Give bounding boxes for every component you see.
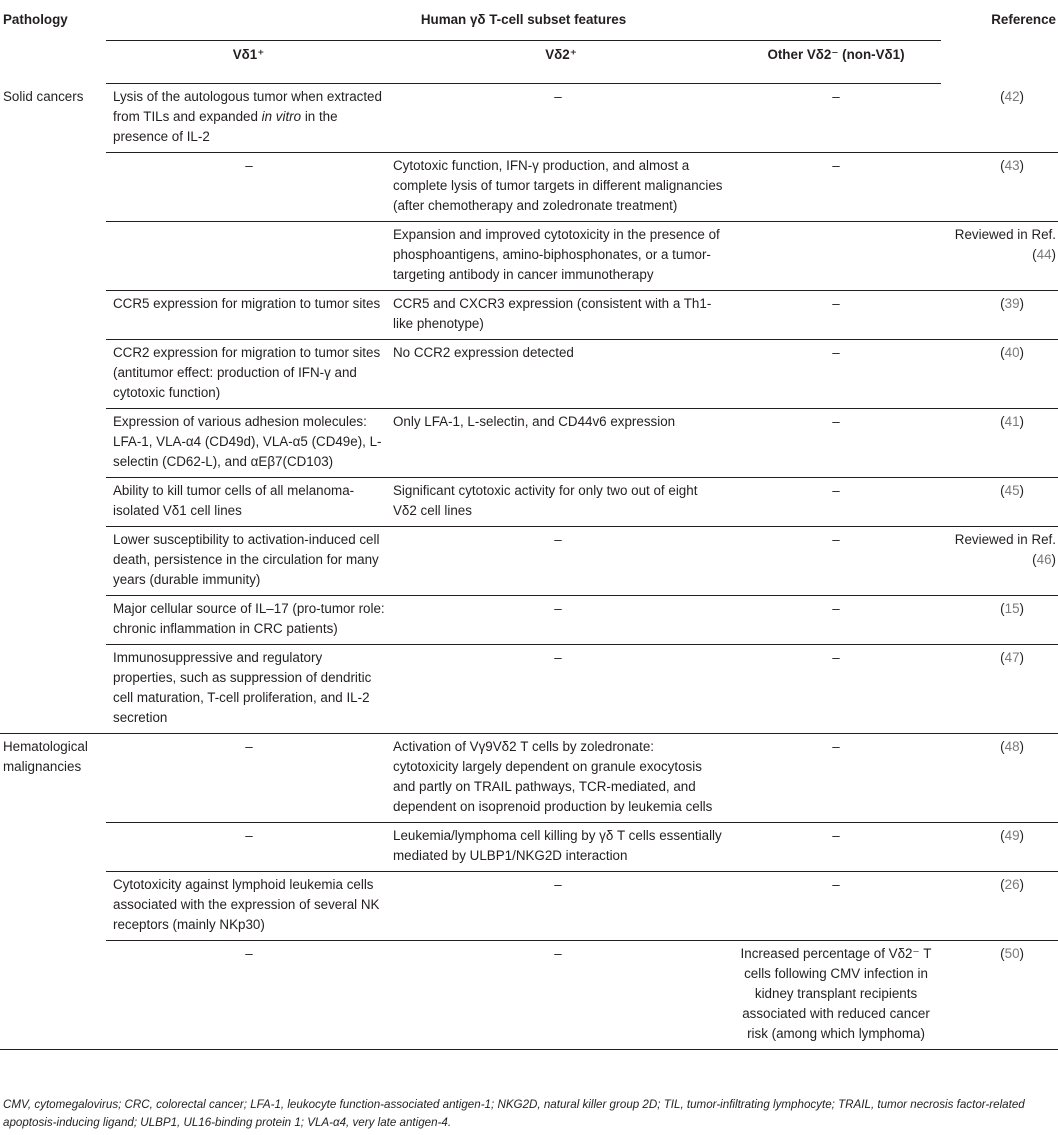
cell-reference: (42) xyxy=(941,84,1058,153)
cell-vd2: Expansion and improved cytotoxicity in the presence of phosphoantigens, amino-biphosphonates, or a tumor-targeting antibody in cancer immunotherapy xyxy=(391,222,731,291)
table-row xyxy=(0,596,1058,645)
cell-vd1: Major cellular source of IL–17 (pro-tumor role: chronic inflammation in CRC patients) xyxy=(106,596,391,645)
header-row-1 xyxy=(0,6,1058,41)
cell-other: – xyxy=(731,596,941,645)
cell-vd2: No CCR2 expression detected xyxy=(391,340,731,409)
table-footnote: CMV, cytomegalovirus; CRC, colorectal cancer; LFA-1, leukocyte function-associated antigen-1; NKG2D, natural killer group 2D; TIL, tumor-infiltrating lymphocyte; TRAIL, tumor necrosis factor-related apoptosis-inducing ligand; ULBP1, UL16-binding protein 1; VLA-α4, very late antigen-4. xyxy=(3,1098,1025,1129)
cell-vd1: CCR2 expression for migration to tumor sites (antitumor effect: production of IFN-γ and cytotoxic function) xyxy=(106,340,391,409)
cell-other: – xyxy=(731,872,941,941)
header-group: Human γδ T-cell subset features xyxy=(106,6,941,41)
cell-reference: (49) xyxy=(941,823,1058,872)
table-row xyxy=(0,153,1058,222)
header-pathology: Pathology xyxy=(3,12,68,27)
table-row xyxy=(0,84,1058,153)
cell-vd2: Significant cytotoxic activity for only two out of eight Vδ2 cell lines xyxy=(391,478,731,527)
table-row xyxy=(0,823,1058,872)
cell-vd1: Lysis of the autologous tumor when extracted from TILs and expanded in vitro in the presence of IL-2 xyxy=(106,84,391,153)
cell-other: – xyxy=(731,645,941,734)
cell-reference: (50) xyxy=(941,941,1058,1050)
cell-other: – xyxy=(731,823,941,872)
cell-other xyxy=(731,222,941,291)
cell-reference: (41) xyxy=(941,409,1058,478)
cell-reference: (43) xyxy=(941,153,1058,222)
cell-vd1: CCR5 expression for migration to tumor sites xyxy=(106,291,391,340)
cell-vd2: – xyxy=(391,645,731,734)
cell-other: – xyxy=(731,153,941,222)
cell-other: – xyxy=(731,291,941,340)
cell-other: – xyxy=(731,734,941,823)
table-row xyxy=(0,941,1058,1050)
cell-other: Increased percentage of Vδ2⁻ T cells following CMV infection in kidney transplant recipients associated with reduced cancer risk (among which lymphoma) xyxy=(731,941,941,1050)
table-row xyxy=(0,222,1058,291)
cell-vd2: – xyxy=(391,84,731,153)
cell-vd2: Only LFA-1, L-selectin, and CD44v6 expression xyxy=(391,409,731,478)
table-row xyxy=(0,645,1058,734)
cell-vd1: Ability to kill tumor cells of all melanoma-isolated Vδ1 cell lines xyxy=(106,478,391,527)
cell-vd2: Cytotoxic function, IFN-γ production, and almost a complete lysis of tumor targets in different malignancies (after chemotherapy and zoledronate treatment) xyxy=(391,153,731,222)
cell-reference: (15) xyxy=(941,596,1058,645)
cell-reference: (48) xyxy=(941,734,1058,823)
header-vd2: Vδ2⁺ xyxy=(391,41,731,84)
cell-vd2: – xyxy=(391,941,731,1050)
header-vd1: Vδ1⁺ xyxy=(106,41,391,84)
cell-vd1: – xyxy=(106,734,391,823)
gamma-delta-table xyxy=(0,6,1058,1050)
cell-reference: (47) xyxy=(941,645,1058,734)
cell-other: – xyxy=(731,340,941,409)
cell-vd1: – xyxy=(106,153,391,222)
table-row xyxy=(0,409,1058,478)
cell-reference: (45) xyxy=(941,478,1058,527)
cell-reference: (26) xyxy=(941,872,1058,941)
cell-vd2: CCR5 and CXCR3 expression (consistent with a Th1-like phenotype) xyxy=(391,291,731,340)
table-row xyxy=(0,734,1058,823)
cell-other: – xyxy=(731,527,941,596)
table-row xyxy=(0,872,1058,941)
cell-reference: (40) xyxy=(941,340,1058,409)
cell-vd1: Lower susceptibility to activation-induced cell death, persistence in the circulation for many years (durable immunity) xyxy=(106,527,391,596)
pathology-hematological: Hematological malignancies xyxy=(3,739,88,774)
cell-vd1: – xyxy=(106,941,391,1050)
pathology-solid-cancers: Solid cancers xyxy=(3,88,84,104)
cell-reference: (39) xyxy=(941,291,1058,340)
table-row xyxy=(0,527,1058,596)
cell-vd1: – xyxy=(106,823,391,872)
cell-vd1: Expression of various adhesion molecules: LFA-1, VLA-α4 (CD49d), VLA-α5 (CD49e), L-selectin (CD62-L), and αEβ7(CD103) xyxy=(106,409,391,478)
table-row xyxy=(0,291,1058,340)
header-row-2 xyxy=(0,41,1058,84)
cell-other: – xyxy=(731,84,941,153)
cell-reference: Reviewed in Ref. (44) xyxy=(941,222,1058,291)
cell-vd2: – xyxy=(391,872,731,941)
cell-vd2: Activation of Vγ9Vδ2 T cells by zoledronate: cytotoxicity largely dependent on granule exocytosis and partly on TRAIL pathways, TCR-mediated, and dependent on isoprenoid production by leukemia cells xyxy=(391,734,731,823)
cell-reference: Reviewed in Ref. (46) xyxy=(941,527,1058,596)
table-row xyxy=(0,340,1058,409)
cell-vd1: Immunosuppressive and regulatory properties, such as suppression of dendritic cell maturation, T-cell proliferation, and IL-2 secretion xyxy=(106,645,391,734)
cell-other: – xyxy=(731,478,941,527)
cell-vd2: Leukemia/lymphoma cell killing by γδ T cells essentially mediated by ULBP1/NKG2D interaction xyxy=(391,823,731,872)
cell-vd2: – xyxy=(391,596,731,645)
table-row xyxy=(0,478,1058,527)
cell-vd1: Cytotoxicity against lymphoid leukemia cells associated with the expression of several NK receptors (mainly NKp30) xyxy=(106,872,391,941)
header-other: Other Vδ2⁻ (non-Vδ1) xyxy=(731,41,941,84)
cell-other: – xyxy=(731,409,941,478)
cell-vd1 xyxy=(106,222,391,291)
cell-vd2: – xyxy=(391,527,731,596)
header-reference: Reference xyxy=(991,12,1057,27)
